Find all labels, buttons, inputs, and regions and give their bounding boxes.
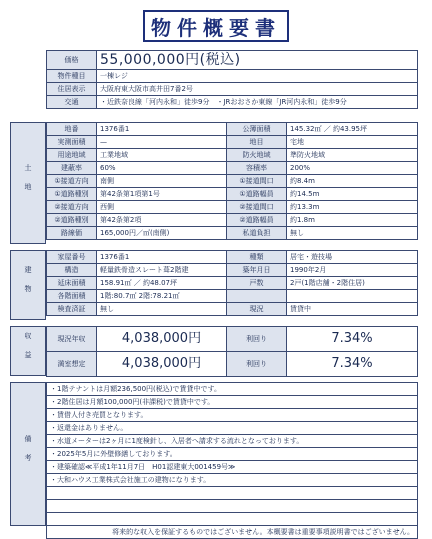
building-label: 築年月日 <box>227 264 287 277</box>
document-title: 物件概要書 <box>151 15 281 40</box>
land-value: 約14.5m <box>287 188 418 201</box>
remark-line: ・1階テナントは月額236,500円(税込)で賃貸中です。 <box>47 383 418 396</box>
land-value: 第42条第1項第1号 <box>97 188 227 201</box>
land-row <box>47 201 418 214</box>
land-label: 用途地域 <box>47 149 97 162</box>
land-value: 宅地 <box>287 136 418 149</box>
land-value: 南側 <box>97 175 227 188</box>
remark-line: ・大和ハウス工業株式会社施工の建物になります。 <box>47 474 418 487</box>
disclaimer: 将来的な収入を保証するものではございません。本概要書は重要事項説明書ではございません。 <box>47 526 418 539</box>
full-income-value: 4,038,000円 <box>97 352 227 377</box>
building-row <box>47 303 418 316</box>
building-value <box>287 290 418 303</box>
building-row <box>47 290 418 303</box>
land-row <box>47 136 418 149</box>
land-label: 公簿面積 <box>227 123 287 136</box>
building-value: 軽量鉄骨造スレート葺2階建 <box>97 264 227 277</box>
address-value: 大阪府東大阪市高井田7番2号 <box>97 83 418 96</box>
land-value: 西側 <box>97 201 227 214</box>
building-label: 各階面積 <box>47 290 97 303</box>
land-value: 無し <box>287 227 418 240</box>
current-income-value: 4,038,000円 <box>97 327 227 352</box>
land-table <box>46 122 418 240</box>
land-label: ②道路幅員 <box>227 214 287 227</box>
summary-section <box>46 50 418 109</box>
price-label: 価格 <box>47 51 97 70</box>
current-income-label: 現況年収 <box>47 327 97 352</box>
remark-line: ・賃借人付き売買となります。 <box>47 409 418 422</box>
income-section-label: 収益 <box>10 326 46 376</box>
land-value: 工業地域 <box>97 149 227 162</box>
transport-value: ・近鉄奈良線「河内永和」徒歩9分 ・JRおおさか東線「JR河内永和」徒歩9分 <box>97 96 418 109</box>
building-section-label: 建物 <box>10 250 46 320</box>
full-yield-value: 7.34% <box>287 352 418 377</box>
land-row <box>47 123 418 136</box>
land-value: 165,000円／㎡(南側) <box>97 227 227 240</box>
building-value: 居宅・遊技場 <box>287 251 418 264</box>
land-value: 約13.3m <box>287 201 418 214</box>
type-value: 一棟レジ <box>97 70 418 83</box>
building-label: 検査済証 <box>47 303 97 316</box>
land-label: ①接道間口 <box>227 175 287 188</box>
building-value: 2戸(1階店舗・2階住居) <box>287 277 418 290</box>
land-row <box>47 188 418 201</box>
transport-label: 交通 <box>47 96 97 109</box>
income-table <box>46 326 418 377</box>
land-label: 地目 <box>227 136 287 149</box>
building-value: 無し <box>97 303 227 316</box>
full-income-label: 満室想定 <box>47 352 97 377</box>
building-label <box>227 290 287 303</box>
land-label: 容積率 <box>227 162 287 175</box>
land-label: ①道路幅員 <box>227 188 287 201</box>
remark-line: ・返還金はありません。 <box>47 422 418 435</box>
building-value: 158.91㎡ ／ 約48.07坪 <box>97 277 227 290</box>
land-label: 路線価 <box>47 227 97 240</box>
building-value: 1376番1 <box>97 251 227 264</box>
land-value: 約8.4m <box>287 175 418 188</box>
land-row <box>47 214 418 227</box>
remark-line: ・2階住居は月額100,000円(非課税)で賃貸中です。 <box>47 396 418 409</box>
full-yield-label: 利回り <box>227 352 287 377</box>
land-value: 200% <box>287 162 418 175</box>
remarks-table <box>46 382 418 539</box>
type-label: 物件種目 <box>47 70 97 83</box>
building-row <box>47 251 418 264</box>
land-label: ②接道間口 <box>227 201 287 214</box>
land-value: 1376番1 <box>97 123 227 136</box>
land-value: — <box>97 136 227 149</box>
building-label: 構造 <box>47 264 97 277</box>
land-label: 実測面積 <box>47 136 97 149</box>
remark-line: ・建築確認≪平成1年11月7日 H01認建東大001459号≫ <box>47 461 418 474</box>
remarks-section-label: 備考 <box>10 382 46 526</box>
building-value: 1階:80.7㎡ 2階:78.21㎡ <box>97 290 227 303</box>
building-table <box>46 250 418 316</box>
price-value: 55,000,000円(税込) <box>97 51 418 70</box>
land-label: ①道路種別 <box>47 188 97 201</box>
land-row <box>47 162 418 175</box>
building-label: 延床面積 <box>47 277 97 290</box>
current-yield-value: 7.34% <box>287 327 418 352</box>
summary-table <box>46 50 418 109</box>
remark-line: ・水道メーターは2ヶ月に1度検針し、入居者へ請求する流れとなっております。 <box>47 435 418 448</box>
land-value: 準防火地域 <box>287 149 418 162</box>
building-section <box>46 250 418 316</box>
building-label: 現況 <box>227 303 287 316</box>
income-section <box>46 326 418 377</box>
land-value: 第42条第2項 <box>97 214 227 227</box>
land-row <box>47 227 418 240</box>
land-label: 私道負担 <box>227 227 287 240</box>
building-label: 種類 <box>227 251 287 264</box>
building-row <box>47 277 418 290</box>
remark-line <box>47 487 418 500</box>
land-value: 145.32㎡ ／ 約43.95坪 <box>287 123 418 136</box>
land-label: ②道路種別 <box>47 214 97 227</box>
land-section-label: 土地 <box>10 122 46 244</box>
address-label: 住居表示 <box>47 83 97 96</box>
remark-line <box>47 513 418 526</box>
land-row <box>47 149 418 162</box>
land-label: ②接道方向 <box>47 201 97 214</box>
land-value: 約1.8m <box>287 214 418 227</box>
building-value: 1990年2月 <box>287 264 418 277</box>
land-row <box>47 175 418 188</box>
land-label: 防火地域 <box>227 149 287 162</box>
land-value: 60% <box>97 162 227 175</box>
remark-line: ・2025年5月に外壁修繕しております。 <box>47 448 418 461</box>
land-label: 建蔽率 <box>47 162 97 175</box>
remarks-section <box>46 382 418 539</box>
remark-line <box>47 500 418 513</box>
building-label: 家屋番号 <box>47 251 97 264</box>
building-value: 賃貸中 <box>287 303 418 316</box>
land-label: ①接道方向 <box>47 175 97 188</box>
building-label: 戸数 <box>227 277 287 290</box>
land-label: 地番 <box>47 123 97 136</box>
building-row <box>47 264 418 277</box>
land-section <box>46 122 418 240</box>
document-title-box <box>143 10 289 42</box>
current-yield-label: 利回り <box>227 327 287 352</box>
